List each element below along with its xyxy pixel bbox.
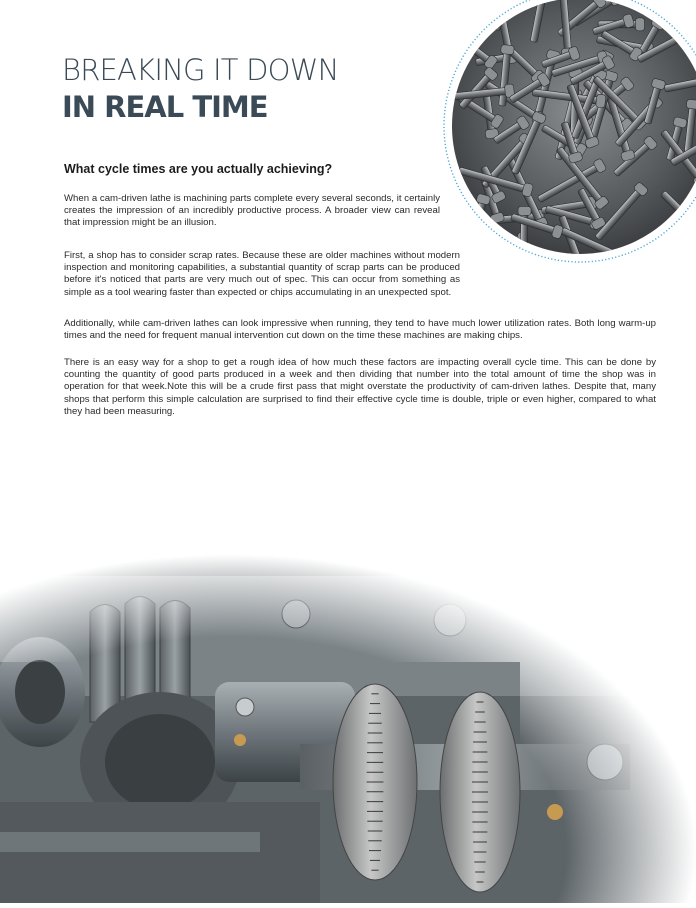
body-paragraph-4: There is an easy way for a shop to get a rough idea of how much these factors are impacting overall cycle time. This can be done by counting the quantity of good parts produced in a week and then dividing that number into the total amount of time the shop was in operation for that week.Note this will be a crude first pass that might overstate the productivity of cam-driven lathes. Despite that, many shops that perform this simple calculation are surprised to find their effective cycle time is double, triple or even higher, compared to what they had been measuring. [64,357,656,417]
lathe-machine-photo [0,462,696,903]
body-paragraph-3: Additionally, while cam-driven lathes can look impressive when running, they tend to have much lower utilization rates. Both long warm-up times and the need for frequent manual intervention cut down on the time these machines are making chips. [64,318,656,342]
page-title-line-1: BREAKING IT DOWN [62,53,339,87]
page-title-line-2: IN REAL TIME [62,90,268,124]
section-subheading: What cycle times are you actually achieving? [64,162,333,176]
body-paragraph-1: When a cam-driven lathe is machining parts complete every several seconds, it certainly creates the impression of an incredibly productive process. A broader view can reveal that impression might be an illusion. [64,193,440,229]
bolts-photo [440,0,696,266]
body-paragraph-2: First, a shop has to consider scrap rates. Because these are older machines without modern inspection and monitoring capabilities, a substantial quantity of scrap parts can be produced before it's noticed that parts are very much out of spec. This can occur from something as simple as a tool wearing faster than expected or chips accumulating in an unexpected spot. [64,250,460,298]
